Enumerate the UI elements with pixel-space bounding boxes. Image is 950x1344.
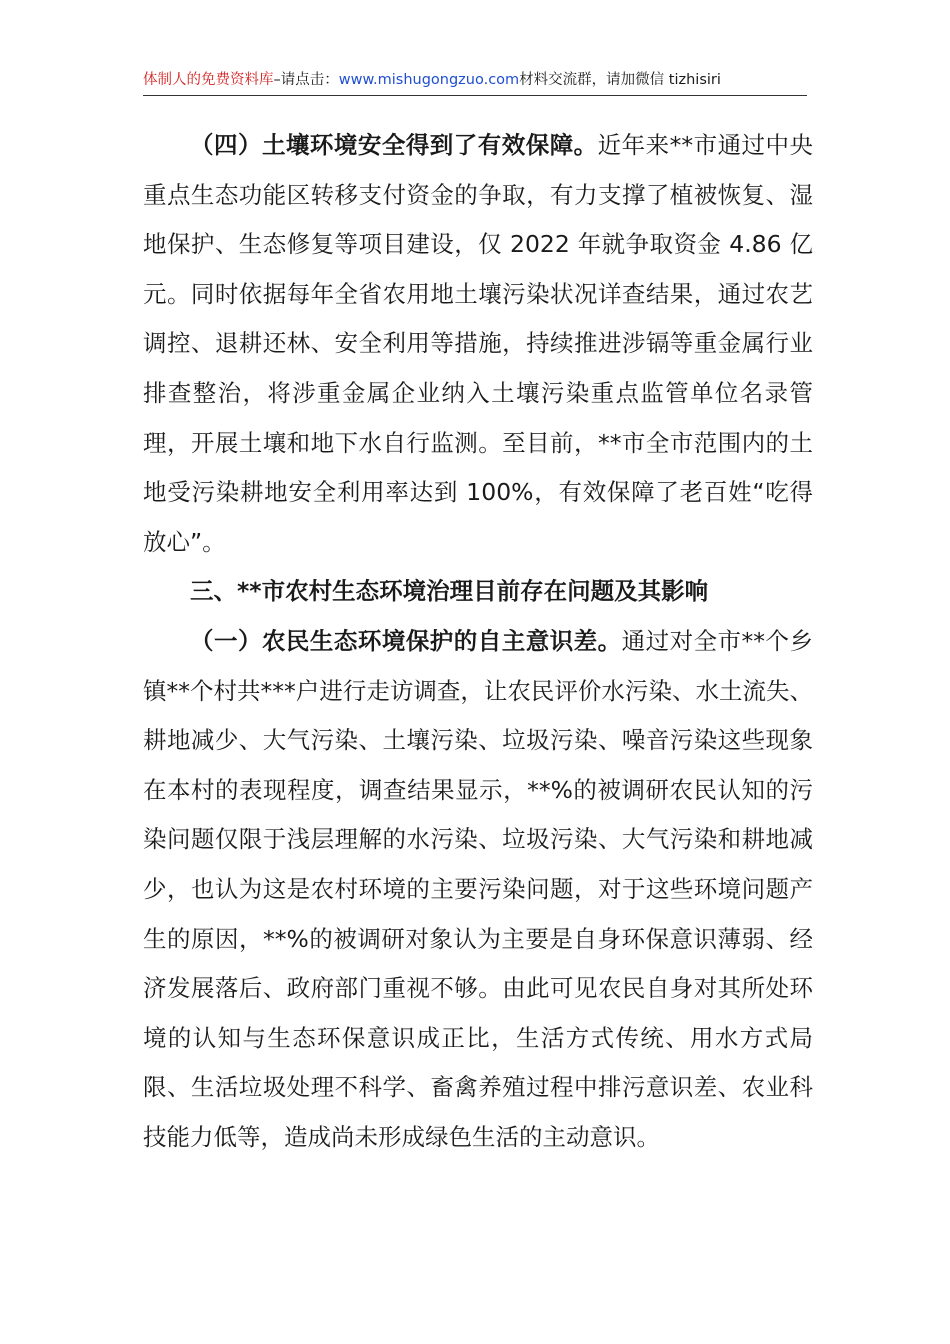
- header-click-prompt: –请点击：: [273, 72, 339, 88]
- section-3-1-body: 通过对全市**个乡镇**个村共***户进行走访调查，让农民评价水污染、水土流失、耕地减少、大气污染、土壤污染、垃圾污染、噪音污染这些现象在本村的表现程度，调查结果显示，**%的被调研农民认知的污染问题仅限于浅层理解的水污染、垃圾污染、大气污染和耕地减少，也认为这是农村环境的主要污染问题，对于这些环境问题产生的原因，**%的被调研对象认为主要是自身环保意识薄弱、经济发展落后、政府部门重视不够。由此可见农民自身对其所处环境的认知与生态环保意识成正比，生活方式传统、用水方式局限、生活垃圾处理不科学、畜禽养殖过程中排污意识差、农业科技能力低等，造成尚未形成绿色生活的主动意识。: [143, 626, 814, 1151]
- header-url-link[interactable]: www.mishugongzuo.com: [338, 72, 520, 88]
- header-group-text: 材料交流群，请加微信 tizhisiri: [519, 72, 721, 88]
- document-body: [143, 121, 813, 1162]
- section-4-lead: （四）土壤环境安全得到了有效保障。: [190, 131, 598, 159]
- paragraph-section-4: [143, 121, 813, 567]
- header-brand[interactable]: 体制人的免费资料库: [143, 72, 274, 88]
- section-3-1-lead: （一）农民生态环境保护的自主意识差。: [190, 626, 622, 655]
- section-4-body: 近年来**市通过中央重点生态功能区转移支付资金的争取，有力支撑了植被恢复、湿地保护、生态修复等项目建设，仅 2022 年就争取资金 4.86 亿元。同时依据每年全省农用地土壤污染状况详查结果，通过农艺调控、退耕还林、安全利用等措施，持续推进涉镉等重金属行业排查整治，将涉重金属企业纳入土壤污染重点监管单位名录管理，开展土壤和地下水自行监测。至目前，**市全市范围内的土地受污染耕地安全利用率达到 100%，有效保障了老百姓“吃得放心”。: [143, 131, 814, 556]
- page-header: [143, 68, 807, 96]
- paragraph-section-3-1: [143, 617, 813, 1163]
- section-3-heading: 三、**市农村生态环境治理目前存在问题及其影响: [190, 577, 709, 606]
